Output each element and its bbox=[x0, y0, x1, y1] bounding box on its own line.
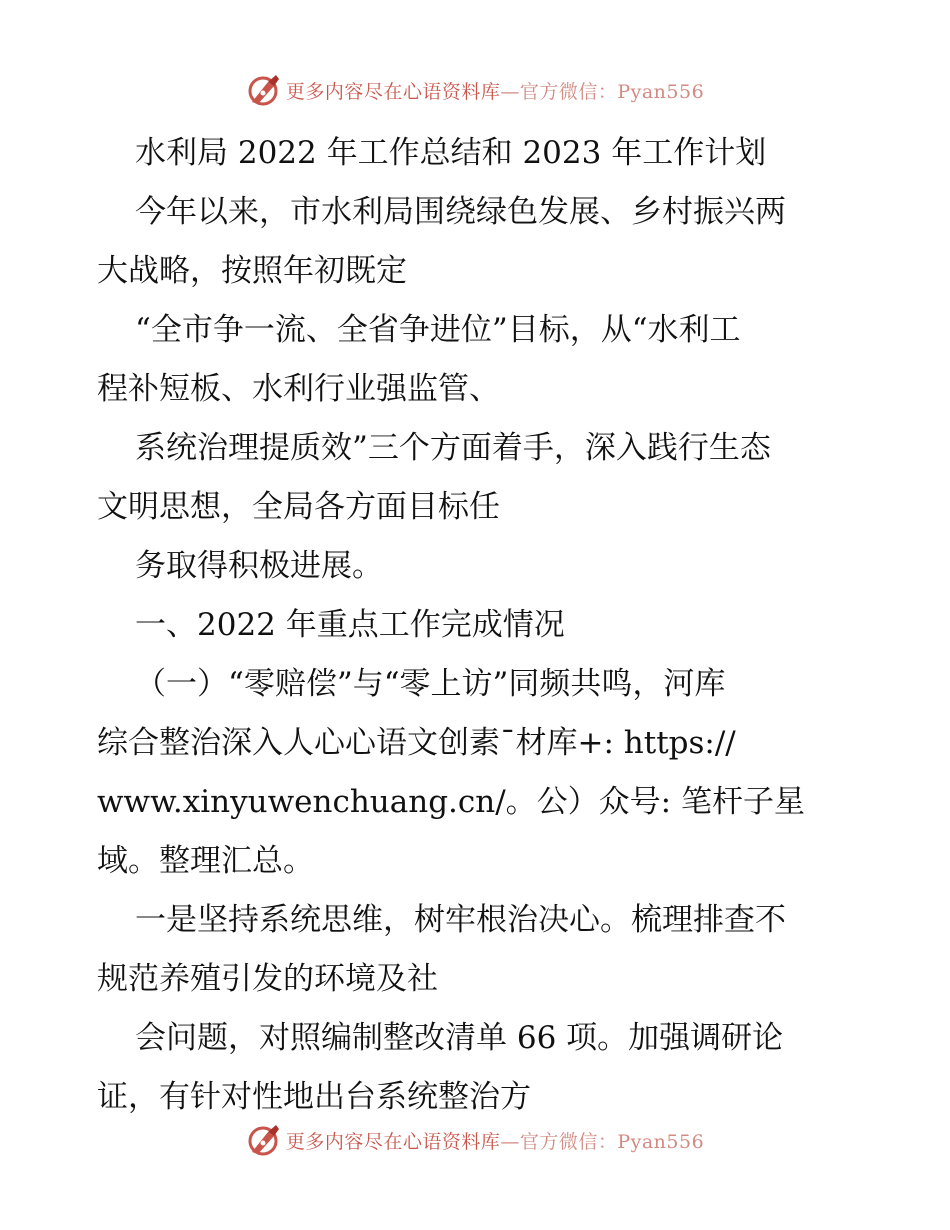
watermark-banner-top bbox=[0, 70, 950, 110]
pen-logo-icon bbox=[246, 1122, 282, 1158]
paragraph-line: 证，有针对性地出台系统整治方 bbox=[97, 1079, 531, 1115]
document-title: 水利局 2022 年工作总结和 2023 年工作计划 bbox=[135, 135, 767, 171]
paragraph-line: 一是坚持系统思维，树牢根治决心。梳理排查不 bbox=[135, 902, 786, 938]
watermark-brand-text: 更多内容尽在心语资料库 bbox=[285, 80, 501, 103]
paragraph-line: 今年以来，市水利局围绕绿色发展、乡村振兴两 bbox=[135, 194, 786, 230]
document-body bbox=[97, 124, 857, 1127]
pen-logo-icon bbox=[246, 72, 282, 108]
paragraph-line: 规范养殖引发的环境及社 bbox=[97, 961, 438, 997]
watermark-banner-bottom bbox=[0, 1120, 950, 1160]
paragraph-line: 域。整理汇总。 bbox=[97, 843, 314, 879]
paragraph-line: 系统治理提质效”三个方面着手，深入践行生态 bbox=[135, 430, 771, 466]
paragraph-line: 务取得积极进展。 bbox=[135, 548, 383, 584]
watermark-contact-text: —官方微信：Pyan556 bbox=[500, 80, 705, 103]
subsection-heading: （一）“零赔偿”与“零上访”同频共鸣，河库 bbox=[135, 666, 726, 702]
paragraph-line: 综合整治深入人心心语文创素¯材库+: https:// bbox=[97, 725, 736, 761]
paragraph-line: 会问题，对照编制整改清单 66 项。加强调研论 bbox=[135, 1020, 784, 1056]
watermark-contact-text: —官方微信：Pyan556 bbox=[500, 1130, 705, 1153]
paragraph-line: 文明思想，全局各方面目标任 bbox=[97, 489, 500, 525]
paragraph-line: 大战略，按照年初既定 bbox=[97, 253, 407, 289]
paragraph-line: “全市争一流、全省争进位”目标，从“水利工 bbox=[135, 312, 741, 348]
section-heading: 一、2022 年重点工作完成情况 bbox=[135, 607, 565, 643]
paragraph-line: 程补短板、水利行业强监管、 bbox=[97, 371, 500, 407]
watermark-brand-text: 更多内容尽在心语资料库 bbox=[285, 1130, 501, 1153]
paragraph-line: www.xinyuwenchuang.cn/。公）众号: 笔杆子星 bbox=[97, 784, 805, 820]
